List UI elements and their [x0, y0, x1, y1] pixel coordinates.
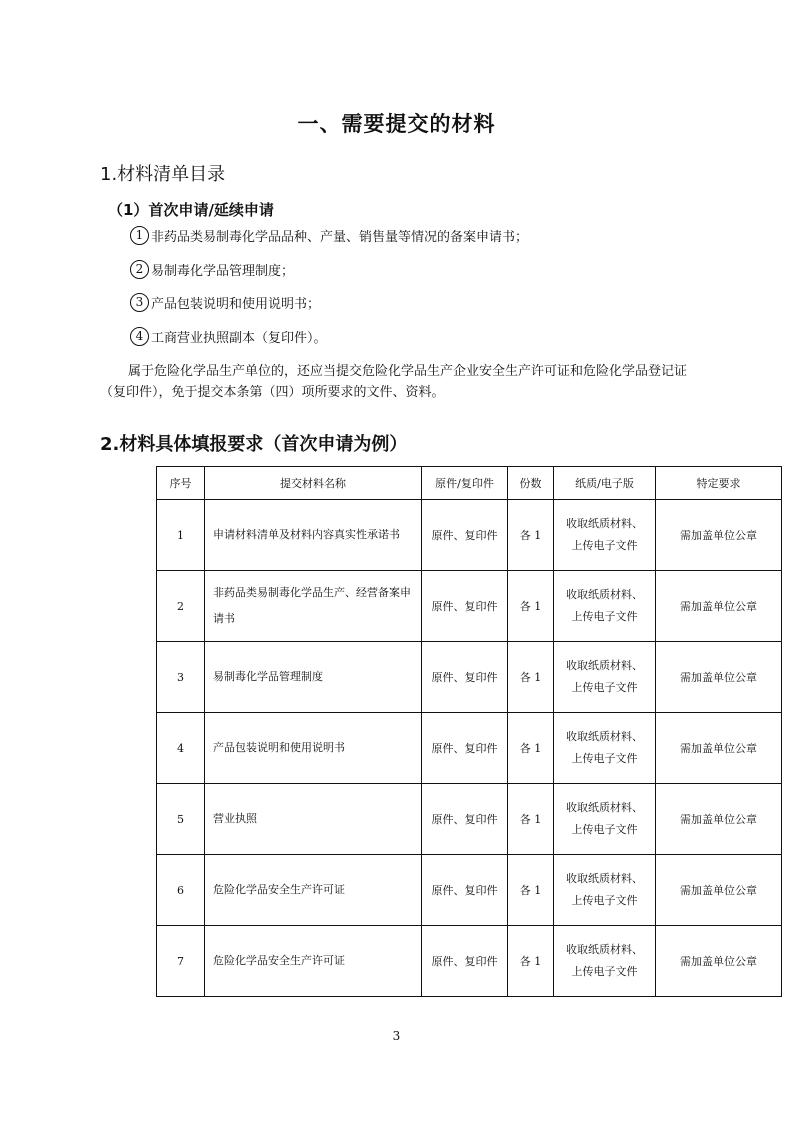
table-row [157, 926, 782, 997]
table-row [157, 642, 782, 713]
cell-count: 各 1 [508, 571, 554, 642]
cell-count: 各 1 [508, 926, 554, 997]
list-item-text: 工商营业执照副本（复印件）。 [151, 331, 327, 346]
cell-name: 危险化学品安全生产许可证 [205, 855, 422, 926]
cell-count: 各 1 [508, 713, 554, 784]
cell-no: 3 [157, 642, 205, 713]
format-line-1: 收取纸质材料、 [566, 517, 643, 530]
cell-copy: 原件、复印件 [422, 713, 508, 784]
cell-no: 7 [157, 926, 205, 997]
circled-number: 1 [130, 226, 149, 245]
cell-count: 各 1 [508, 855, 554, 926]
table-row [157, 500, 782, 571]
format-line-2: 上传电子文件 [571, 894, 638, 907]
header-format: 纸质/电子版 [554, 467, 656, 500]
page-number: 3 [392, 1029, 401, 1043]
list-item [130, 327, 327, 346]
list-item [130, 260, 294, 279]
header-name: 提交材料名称 [205, 467, 422, 500]
cell-name: 危险化学品安全生产许可证 [205, 926, 422, 997]
cell-no: 6 [157, 855, 205, 926]
circled-number: 2 [130, 260, 149, 279]
cell-count: 各 1 [508, 784, 554, 855]
cell-format [554, 926, 656, 997]
cell-format [554, 855, 656, 926]
cell-copy: 原件、复印件 [422, 500, 508, 571]
table-row [157, 571, 782, 642]
list-item-text: 产品包装说明和使用说明书； [151, 297, 321, 312]
cell-requirement: 需加盖单位公章 [656, 642, 782, 713]
section2-heading: 2.材料具体填报要求（首次申请为例） [100, 434, 408, 455]
cell-name: 营业执照 [205, 784, 422, 855]
cell-format [554, 500, 656, 571]
note-paragraph: 属于危险化学品生产单位的，还应当提交危险化学品生产企业安全生产许可证和危险化学品登记证（复印件），免于提交本条第（四）项所要求的文件、资料。 [100, 364, 688, 400]
cell-format [554, 642, 656, 713]
header-count: 份数 [508, 467, 554, 500]
cell-name: 非药品类易制毒化学品生产、经营备案申请书 [205, 571, 422, 642]
section1-subheading: （1）首次申请/延续申请 [108, 201, 274, 219]
cell-name: 申请材料清单及材料内容真实性承诺书 [205, 500, 422, 571]
list-item [130, 293, 320, 312]
list-item [130, 226, 528, 245]
cell-requirement: 需加盖单位公章 [656, 713, 782, 784]
header-no: 序号 [157, 467, 205, 500]
cell-no: 4 [157, 713, 205, 784]
format-line-2: 上传电子文件 [571, 681, 638, 694]
cell-count: 各 1 [508, 500, 554, 571]
cell-copy: 原件、复印件 [422, 784, 508, 855]
page-title: 一、需要提交的材料 [297, 112, 496, 136]
list-item-text: 易制毒化学品管理制度； [151, 264, 295, 279]
cell-format [554, 784, 656, 855]
table-header-row [157, 467, 782, 500]
format-line-1: 收取纸质材料、 [566, 730, 643, 743]
format-line-2: 上传电子文件 [571, 539, 638, 552]
cell-no: 1 [157, 500, 205, 571]
format-line-2: 上传电子文件 [571, 610, 638, 623]
cell-requirement: 需加盖单位公章 [656, 926, 782, 997]
section1-heading: 1.材料清单目录 [100, 164, 226, 185]
cell-requirement: 需加盖单位公章 [656, 855, 782, 926]
cell-copy: 原件、复印件 [422, 855, 508, 926]
cell-copy: 原件、复印件 [422, 926, 508, 997]
format-line-1: 收取纸质材料、 [566, 588, 643, 601]
format-line-1: 收取纸质材料、 [566, 943, 643, 956]
table-row [157, 855, 782, 926]
table-row [157, 784, 782, 855]
cell-copy: 原件、复印件 [422, 642, 508, 713]
cell-format [554, 571, 656, 642]
cell-requirement: 需加盖单位公章 [656, 500, 782, 571]
format-line-2: 上传电子文件 [571, 965, 638, 978]
circled-number: 3 [130, 293, 149, 312]
cell-requirement: 需加盖单位公章 [656, 784, 782, 855]
format-line-2: 上传电子文件 [571, 823, 638, 836]
header-copy: 原件/复印件 [422, 467, 508, 500]
list-item-text: 非药品类易制毒化学品品种、产量、销售量等情况的备案申请书； [151, 230, 529, 245]
table-row [157, 713, 782, 784]
cell-name: 易制毒化学品管理制度 [205, 642, 422, 713]
circled-number: 4 [130, 327, 149, 346]
cell-no: 2 [157, 571, 205, 642]
cell-name: 产品包装说明和使用说明书 [205, 713, 422, 784]
format-line-1: 收取纸质材料、 [566, 872, 643, 885]
materials-table [156, 466, 782, 997]
format-line-1: 收取纸质材料、 [566, 659, 643, 672]
format-line-2: 上传电子文件 [571, 752, 638, 765]
cell-count: 各 1 [508, 642, 554, 713]
cell-copy: 原件、复印件 [422, 571, 508, 642]
cell-no: 5 [157, 784, 205, 855]
header-requirement: 特定要求 [656, 467, 782, 500]
cell-format [554, 713, 656, 784]
cell-requirement: 需加盖单位公章 [656, 571, 782, 642]
format-line-1: 收取纸质材料、 [566, 801, 643, 814]
